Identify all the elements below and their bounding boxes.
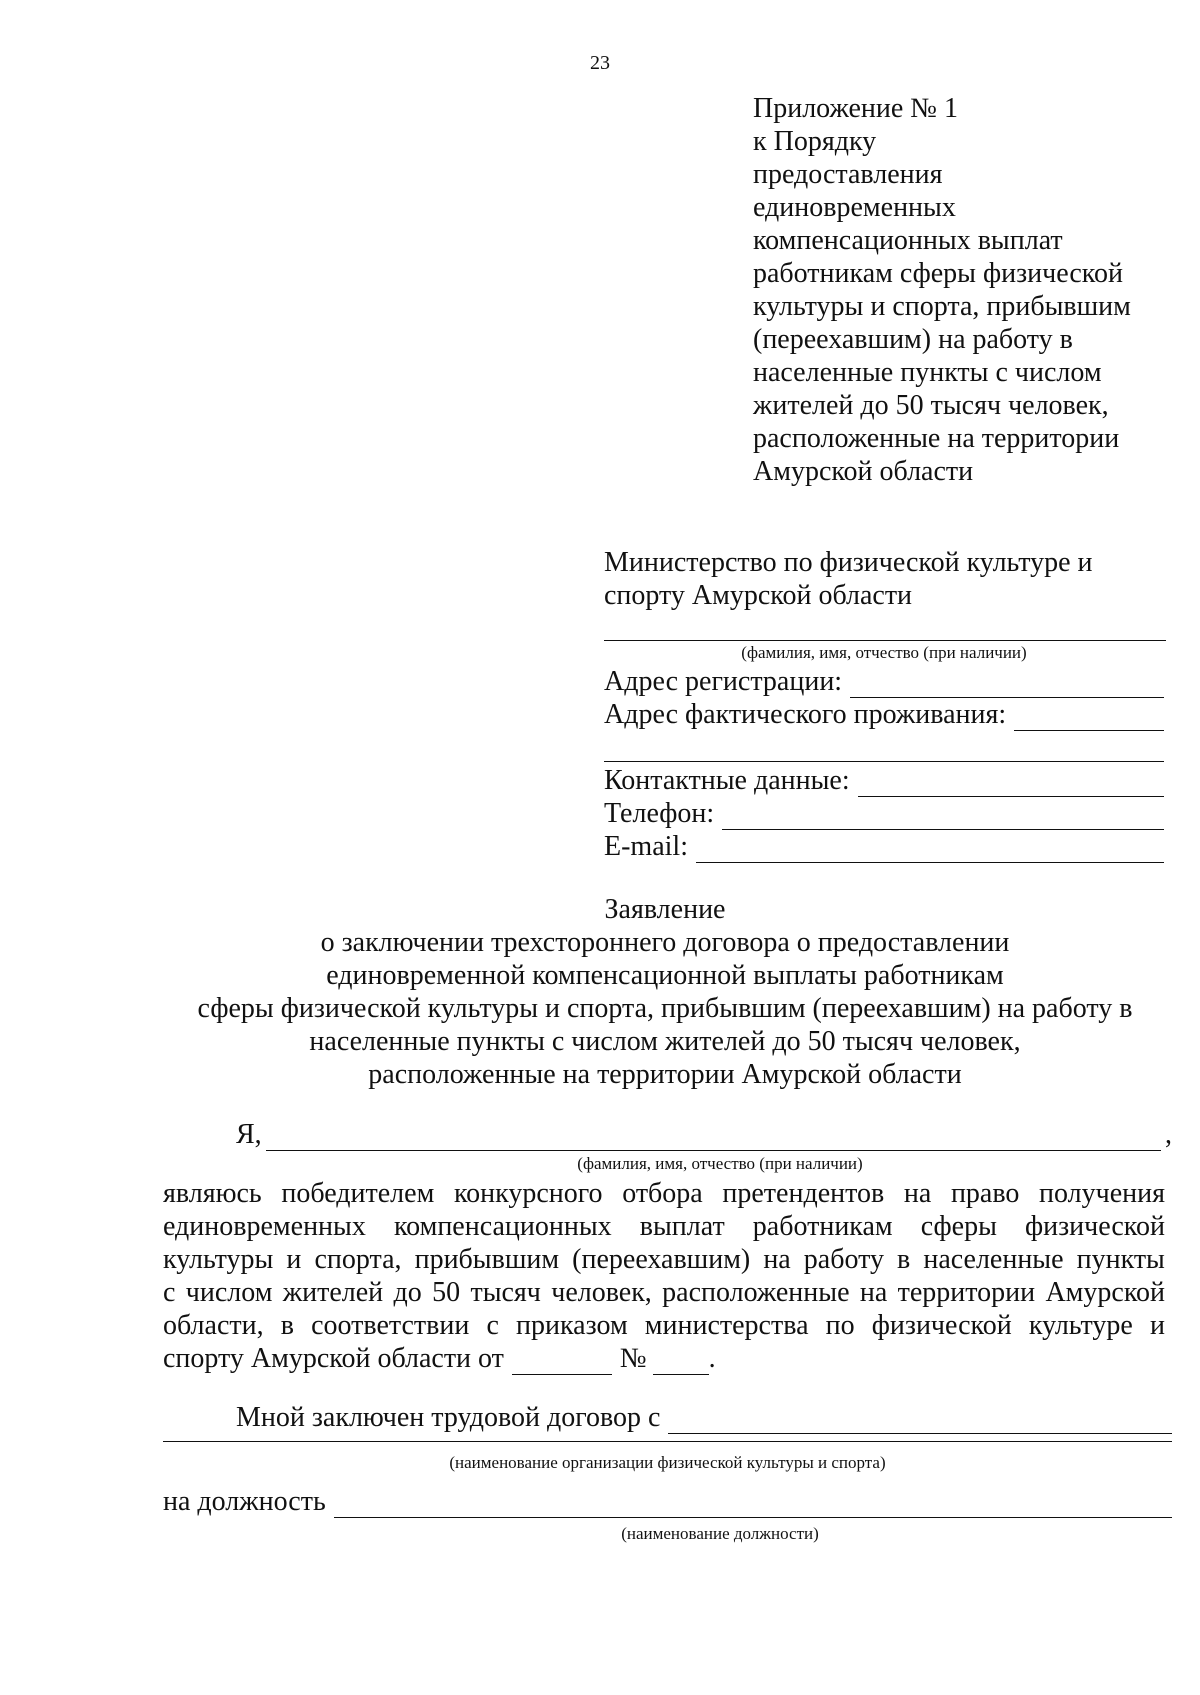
position-field[interactable] [334,1491,1172,1518]
body-row [163,1210,1165,1243]
body-word: и [286,1244,302,1275]
contract-line [236,1401,1172,1434]
body-word: в [280,1310,294,1341]
body-word: культуры [163,1244,274,1275]
body-word: культуре [1028,1310,1133,1341]
contacts-field[interactable] [604,764,1164,797]
registration-address-field[interactable] [604,665,1164,698]
body-word: Амурской [1045,1277,1165,1308]
body-word: до [393,1277,422,1308]
position-caption: (наименование должности) [621,1524,819,1543]
appendix-line: предоставления [753,159,943,190]
applicant-caption: (фамилия, имя, отчество (при наличии) [577,1154,863,1173]
contacts-label: Контактные данные: [604,765,850,796]
body-word: физической [1024,1211,1165,1242]
appendix-line: культуры и спорта, прибывшим [753,291,1131,322]
order-number-field[interactable] [653,1348,709,1375]
actual-address-extra-line[interactable] [604,731,1164,762]
order-text: спорту Амурской области от [163,1343,504,1374]
body-word: спорта, [314,1244,402,1275]
body-word: по [825,1310,855,1341]
email-label: E-mail: [604,831,688,862]
title-line: расположенные на территории Амурской области [368,1059,962,1090]
appendix-line: работникам сферы физической [753,258,1123,289]
body-row [163,1243,1165,1276]
body-row [163,1276,1165,1309]
actual-address-field[interactable] [604,698,1164,731]
body-row [163,1309,1165,1342]
appendix-line: компенсационных выплат [753,225,1063,256]
position-label: на должность [163,1486,326,1517]
body-word: сферы [920,1211,997,1242]
applicant-suffix: , [1165,1119,1172,1150]
body-word: приказом [516,1310,628,1341]
order-end-period: . [708,1343,716,1374]
body-word: жителей [282,1277,384,1308]
body-word: в [897,1244,911,1275]
body-word: пункты [1076,1244,1165,1275]
page-number: 23 [590,52,610,74]
application-title [100,893,1200,1091]
body-word: конкурсного [453,1178,603,1209]
body-word: право [950,1178,1020,1209]
appendix-line: Приложение № 1 [753,93,958,124]
body-row [163,1177,1165,1210]
body-word: с [486,1310,499,1341]
body-word: министерства [644,1310,809,1341]
body-word: и [1149,1310,1165,1341]
appendix-header [753,92,1173,488]
appendix-line: единовременных [753,192,956,223]
email-field[interactable] [604,830,1164,863]
body-word: победителем [281,1178,435,1209]
body-word: работникам [752,1211,893,1242]
body-word: человек, [551,1277,652,1308]
recipient-block [604,546,1164,863]
body-word: работу [803,1244,884,1275]
body-word: населенные [923,1244,1064,1275]
body-word: на [763,1244,791,1275]
body-word: территории [897,1277,1036,1308]
phone-field[interactable] [604,797,1164,830]
name-field[interactable] [604,612,1166,641]
appendix-line: жителей до 50 тысяч человек, [753,390,1109,421]
body-word: 50 [432,1277,461,1308]
body-word: числом [185,1277,273,1308]
position-line [163,1485,1172,1518]
contract-label: Мной заключен трудовой договор с [236,1402,661,1433]
appendix-line: к Порядку [753,126,877,157]
body-word: претендентов [722,1178,885,1209]
body-word: области, [163,1310,264,1341]
body-word: единовременных [163,1211,366,1242]
recipient-line: Министерство по физической культуре и [604,547,1093,578]
body-word: с [163,1277,176,1308]
body-word: расположенные [662,1277,850,1308]
contract-org-continuation-line[interactable] [163,1440,1172,1442]
name-caption: (фамилия, имя, отчество (при наличии) [741,643,1027,662]
contract-org-field[interactable] [668,1407,1172,1434]
org-caption: (наименование организации физической культуры и спорта) [449,1453,886,1472]
title-line: единовременной компенсационной выплаты работникам [326,960,1004,991]
title-heading: Заявление [604,894,726,925]
appendix-line: населенные пункты с числом [753,357,1102,388]
body-word: на [859,1277,888,1308]
appendix-line: Амурской области [753,456,974,487]
body-word: выплат [639,1211,725,1242]
title-line: о заключении трехстороннего договора о предоставлении [320,927,1010,958]
body-word: соответствии [311,1310,470,1341]
order-number-sign: № [619,1343,647,1374]
actual-address-label: Адрес фактического проживания: [604,699,1007,730]
body-word: отбора [622,1178,703,1209]
body-word: являюсь [163,1178,262,1209]
body-word: на [903,1178,932,1209]
appendix-line: (переехавшим) на работу в [753,324,1073,355]
title-line: сферы физической культуры и спорта, прибывшим (переехавшим) на работу в [197,993,1133,1024]
body-word: (переехавшим) [572,1244,751,1275]
recipient-line: спорту Амурской области [604,580,913,611]
body-word: прибывшим [414,1244,560,1275]
body-word: получения [1039,1178,1165,1209]
body-paragraph [163,1177,1165,1375]
order-date-field[interactable] [512,1348,612,1375]
body-word: физической [871,1310,1012,1341]
title-line: населенные пункты с числом жителей до 50 тысяч человек, [309,1026,1021,1057]
body-row-order [163,1342,1165,1375]
appendix-line: расположенные на территории [753,423,1120,454]
applicant-name-field[interactable] [266,1124,1161,1151]
applicant-prefix: Я, [236,1119,262,1150]
registration-address-label: Адрес регистрации: [604,666,843,697]
applicant-line [236,1118,1172,1151]
body-word: компенсационных [393,1211,612,1242]
body-word: тысяч [470,1277,541,1308]
phone-label: Телефон: [604,798,715,829]
